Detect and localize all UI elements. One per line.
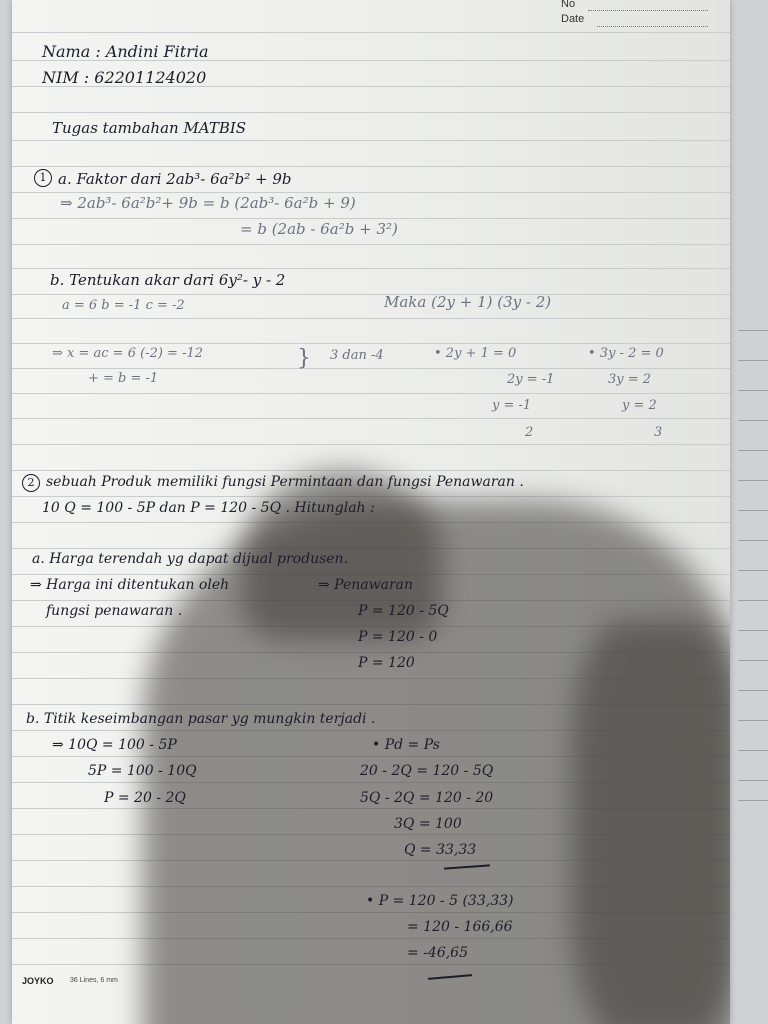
ruled-line <box>12 470 730 471</box>
edge-mark <box>738 420 768 421</box>
ruled-line <box>12 268 730 269</box>
q1b-root1-value: y = -1 <box>492 398 532 413</box>
notebook-page <box>12 0 730 1024</box>
edge-mark <box>738 540 768 541</box>
q1a-step2: = b (2ab - 6a²b + 3²) <box>240 220 398 238</box>
q2-functions: 10 Q = 100 - 5P dan P = 120 - 5Q . Hitunglah : <box>42 500 375 516</box>
edge-mark <box>738 510 768 511</box>
ruled-line <box>12 140 730 141</box>
q2a-supply-1: P = 120 - 5Q <box>358 603 449 619</box>
q1b-factored-result: Maka (2y + 1) (3y - 2) <box>384 293 552 311</box>
q1b-root1-step: 2y = -1 <box>507 372 555 387</box>
ruled-line <box>12 244 730 245</box>
q2a-explanation-2: fungsi penawaran . <box>46 603 183 619</box>
ruled-line <box>12 192 730 193</box>
q2b-price-1: • P = 120 - 5 (33,33) <box>366 893 514 909</box>
edge-mark <box>738 780 768 781</box>
edge-mark <box>738 750 768 751</box>
ruled-line <box>12 294 730 295</box>
ruled-line <box>12 418 730 419</box>
q2b-left-3: P = 20 - 2Q <box>104 790 186 806</box>
notebook-brand-sub: 36 Lines, 6 mm <box>70 977 118 984</box>
edge-mark <box>738 450 768 451</box>
q2b-title: b. Titik keseimbangan pasar yg mungkin terjadi . <box>26 711 376 727</box>
q2b-right-3: 5Q - 2Q = 120 - 20 <box>360 790 494 806</box>
q2b-left-2: 5P = 100 - 10Q <box>88 763 197 779</box>
q2b-right-5: Q = 33,33 <box>404 842 477 858</box>
q1b-root2-value: y = 2 <box>622 398 657 413</box>
q1b-root2-step: 3y = 2 <box>608 372 652 387</box>
shoulder-shadow <box>572 620 730 1024</box>
q2a-supply-3: P = 120 <box>358 655 415 671</box>
header-no-label: No <box>561 0 576 10</box>
edge-mark <box>738 660 768 661</box>
ruled-line <box>12 166 730 167</box>
edge-mark <box>738 600 768 601</box>
q1b-product: ⇒ x = ac = 6 (-2) = -12 <box>52 346 204 361</box>
q1b-title: b. Tentukan akar dari 6y²- y - 2 <box>50 271 286 289</box>
q1a-step1: ⇒ 2ab³- 6a²b²+ 9b = b (2ab³- 6a²b + 9) <box>60 194 356 212</box>
assignment-title: Tugas tambahan MATBIS <box>52 119 247 137</box>
q1a-title: a. Faktor dari 2ab³- 6a²b² + 9b <box>58 170 292 188</box>
date-dotted-line <box>597 26 708 27</box>
question-1-number: 1 <box>34 169 52 187</box>
student-nim: NIM : 62201124020 <box>42 68 207 87</box>
header-date-label: Date <box>561 13 585 25</box>
q2b-left-1: ⇒ 10Q = 100 - 5P <box>52 737 177 753</box>
notebook-brand: JOYKO <box>22 976 54 986</box>
ruled-line <box>12 343 730 344</box>
q2b-right-1: • Pd = Ps <box>372 737 440 753</box>
q1b-root1-denominator: 2 <box>525 425 534 440</box>
edge-mark <box>738 480 768 481</box>
edge-mark <box>738 390 768 391</box>
edge-mark <box>738 360 768 361</box>
no-dotted-line <box>588 10 708 11</box>
q1b-root2-equation: • 3y - 2 = 0 <box>588 346 664 361</box>
ruled-line <box>12 218 730 219</box>
q2b-right-4: 3Q = 100 <box>394 816 462 832</box>
student-name: Nama : Andini Fitria <box>42 42 209 61</box>
q1b-bracket: } <box>297 346 311 371</box>
q2a-title: a. Harga terendah yg dapat dijual produsen. <box>32 551 349 567</box>
q2b-price-3: = -46,65 <box>407 945 468 961</box>
q2b-price-2: = 120 - 166,66 <box>407 919 513 935</box>
ruled-line <box>12 393 730 394</box>
next-page-edge <box>730 0 768 1024</box>
edge-mark <box>738 800 768 801</box>
ruled-line <box>12 112 730 113</box>
q2b-right-2: 20 - 2Q = 120 - 5Q <box>360 763 494 779</box>
q1b-sum: + = b = -1 <box>88 371 159 386</box>
edge-mark <box>738 570 768 571</box>
q1b-coefficients: a = 6 b = -1 c = -2 <box>62 298 185 313</box>
q2a-supply-label: ⇒ Penawaran <box>318 577 414 593</box>
edge-mark <box>738 330 768 331</box>
ruled-line <box>12 368 730 369</box>
edge-mark <box>738 690 768 691</box>
question-2-number: 2 <box>22 474 40 492</box>
q2a-supply-2: P = 120 - 0 <box>358 629 438 645</box>
edge-mark <box>738 630 768 631</box>
q1b-root2-denominator: 3 <box>654 425 663 440</box>
q2a-explanation-1: ⇒ Harga ini ditentukan oleh <box>30 577 230 593</box>
q1b-root1-equation: • 2y + 1 = 0 <box>434 346 517 361</box>
q2-intro: sebuah Produk memiliki fungsi Permintaan dan fungsi Penawaran . <box>46 474 524 490</box>
ruled-line <box>12 444 730 445</box>
ruled-line <box>12 32 730 33</box>
edge-mark <box>738 720 768 721</box>
ruled-line <box>12 318 730 319</box>
q1b-pair: 3 dan -4 <box>330 348 384 363</box>
